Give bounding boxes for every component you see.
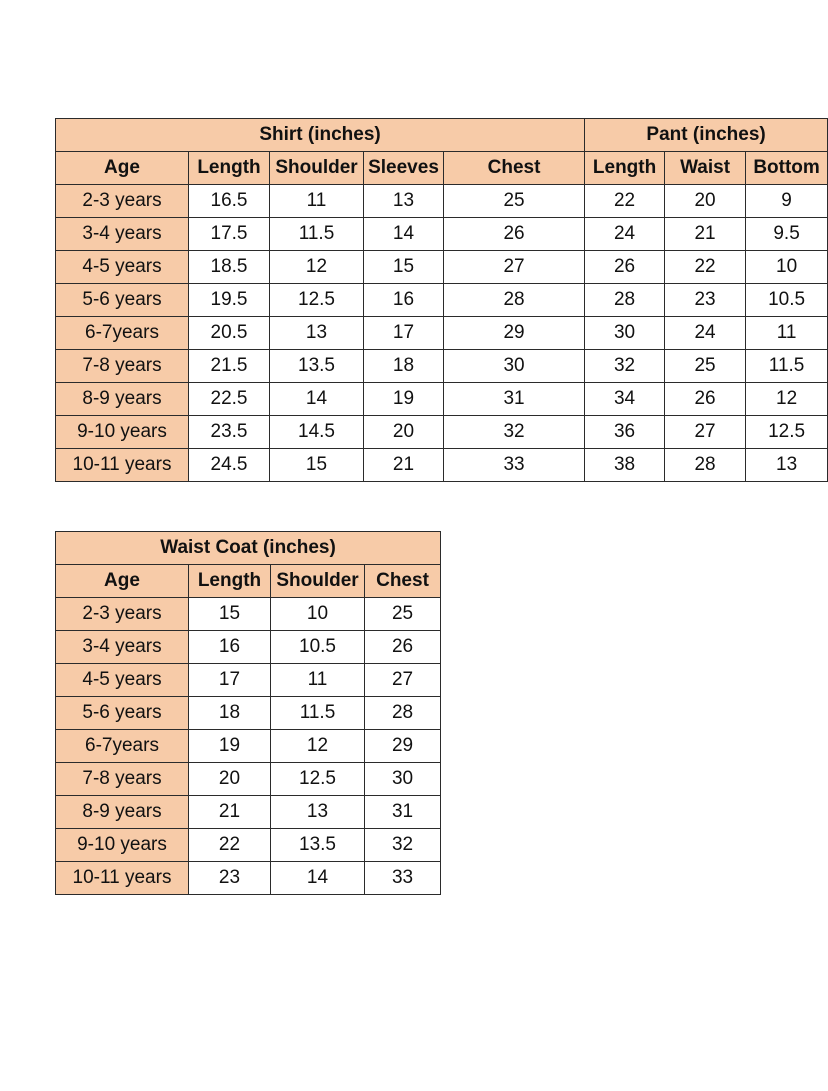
table-row <box>56 697 441 730</box>
age-cell: 5-6 years <box>56 284 189 317</box>
measurement-cell: 14 <box>364 218 444 251</box>
age-cell: 9-10 years <box>56 416 189 449</box>
measurement-cell: 28 <box>365 697 441 730</box>
measurement-cell: 28 <box>665 449 746 482</box>
measurement-cell: 11.5 <box>270 218 364 251</box>
measurement-cell: 16 <box>364 284 444 317</box>
shirt-pant-size-table <box>55 118 828 482</box>
measurement-cell: 30 <box>365 763 441 796</box>
age-cell: 8-9 years <box>56 796 189 829</box>
pant-group-title: Pant (inches) <box>585 119 828 152</box>
measurement-cell: 26 <box>444 218 585 251</box>
table-row <box>56 185 828 218</box>
measurement-cell: 21 <box>364 449 444 482</box>
measurement-cell: 13 <box>270 317 364 350</box>
coat-column-header-age: Age <box>56 565 189 598</box>
column-header-shirt-sleeves: Sleeves <box>364 152 444 185</box>
column-header-row <box>56 152 828 185</box>
age-cell: 10-11 years <box>56 449 189 482</box>
measurement-cell: 12.5 <box>746 416 828 449</box>
measurement-cell: 19 <box>364 383 444 416</box>
measurement-cell: 15 <box>189 598 271 631</box>
measurement-cell: 31 <box>365 796 441 829</box>
age-cell: 4-5 years <box>56 251 189 284</box>
measurement-cell: 32 <box>585 350 665 383</box>
measurement-cell: 14 <box>271 862 365 895</box>
table-row <box>56 763 441 796</box>
measurement-cell: 11 <box>270 185 364 218</box>
measurement-cell: 18.5 <box>189 251 270 284</box>
table-row <box>56 284 828 317</box>
age-cell: 6-7years <box>56 730 189 763</box>
measurement-cell: 10.5 <box>271 631 365 664</box>
waist-coat-table-body <box>56 598 441 895</box>
measurement-cell: 20.5 <box>189 317 270 350</box>
measurement-cell: 36 <box>585 416 665 449</box>
measurement-cell: 32 <box>365 829 441 862</box>
measurement-cell: 12 <box>271 730 365 763</box>
column-header-age: Age <box>56 152 189 185</box>
measurement-cell: 33 <box>365 862 441 895</box>
table-row <box>56 449 828 482</box>
group-header-row <box>56 119 828 152</box>
coat-column-header-chest: Chest <box>365 565 441 598</box>
table-row <box>56 383 828 416</box>
measurement-cell: 29 <box>365 730 441 763</box>
measurement-cell: 21 <box>189 796 271 829</box>
measurement-cell: 23 <box>189 862 271 895</box>
measurement-cell: 9 <box>746 185 828 218</box>
measurement-cell: 22 <box>585 185 665 218</box>
coat-column-header-row <box>56 565 441 598</box>
table-row <box>56 730 441 763</box>
measurement-cell: 24 <box>665 317 746 350</box>
measurement-cell: 15 <box>270 449 364 482</box>
measurement-cell: 25 <box>444 185 585 218</box>
waist-coat-title: Waist Coat (inches) <box>56 532 441 565</box>
age-cell: 10-11 years <box>56 862 189 895</box>
measurement-cell: 22 <box>189 829 271 862</box>
table-row <box>56 598 441 631</box>
age-cell: 2-3 years <box>56 185 189 218</box>
measurement-cell: 28 <box>444 284 585 317</box>
measurement-cell: 21 <box>665 218 746 251</box>
age-cell: 9-10 years <box>56 829 189 862</box>
column-header-pant-waist: Waist <box>665 152 746 185</box>
measurement-cell: 24 <box>585 218 665 251</box>
measurement-cell: 18 <box>189 697 271 730</box>
measurement-cell: 25 <box>665 350 746 383</box>
measurement-cell: 28 <box>585 284 665 317</box>
measurement-cell: 22 <box>665 251 746 284</box>
coat-column-header-shoulder: Shoulder <box>271 565 365 598</box>
measurement-cell: 38 <box>585 449 665 482</box>
measurement-cell: 20 <box>665 185 746 218</box>
age-cell: 7-8 years <box>56 763 189 796</box>
measurement-cell: 15 <box>364 251 444 284</box>
measurement-cell: 25 <box>365 598 441 631</box>
measurement-cell: 13.5 <box>271 829 365 862</box>
measurement-cell: 23 <box>665 284 746 317</box>
age-cell: 3-4 years <box>56 218 189 251</box>
measurement-cell: 20 <box>189 763 271 796</box>
measurement-cell: 29 <box>444 317 585 350</box>
measurement-cell: 27 <box>365 664 441 697</box>
measurement-cell: 24.5 <box>189 449 270 482</box>
measurement-cell: 11.5 <box>746 350 828 383</box>
measurement-cell: 17.5 <box>189 218 270 251</box>
measurement-cell: 19.5 <box>189 284 270 317</box>
measurement-cell: 34 <box>585 383 665 416</box>
measurement-cell: 14 <box>270 383 364 416</box>
measurement-cell: 11 <box>271 664 365 697</box>
measurement-cell: 30 <box>444 350 585 383</box>
measurement-cell: 13.5 <box>270 350 364 383</box>
table-row <box>56 218 828 251</box>
age-cell: 5-6 years <box>56 697 189 730</box>
measurement-cell: 26 <box>365 631 441 664</box>
measurement-cell: 10 <box>271 598 365 631</box>
measurement-cell: 33 <box>444 449 585 482</box>
age-cell: 7-8 years <box>56 350 189 383</box>
measurement-cell: 12.5 <box>271 763 365 796</box>
measurement-cell: 16.5 <box>189 185 270 218</box>
table-row <box>56 664 441 697</box>
age-cell: 2-3 years <box>56 598 189 631</box>
coat-column-header-length: Length <box>189 565 271 598</box>
measurement-cell: 9.5 <box>746 218 828 251</box>
measurement-cell: 11.5 <box>271 697 365 730</box>
measurement-cell: 27 <box>665 416 746 449</box>
column-header-shirt-shoulder: Shoulder <box>270 152 364 185</box>
measurement-cell: 26 <box>665 383 746 416</box>
measurement-cell: 13 <box>271 796 365 829</box>
measurement-cell: 12 <box>270 251 364 284</box>
shirt-pant-table-body <box>56 185 828 482</box>
measurement-cell: 18 <box>364 350 444 383</box>
column-header-pant-bottom: Bottom <box>746 152 828 185</box>
column-header-shirt-chest: Chest <box>444 152 585 185</box>
table-row <box>56 416 828 449</box>
measurement-cell: 17 <box>364 317 444 350</box>
measurement-cell: 17 <box>189 664 271 697</box>
measurement-cell: 27 <box>444 251 585 284</box>
measurement-cell: 13 <box>746 449 828 482</box>
measurement-cell: 12.5 <box>270 284 364 317</box>
table-row <box>56 251 828 284</box>
measurement-cell: 11 <box>746 317 828 350</box>
measurement-cell: 26 <box>585 251 665 284</box>
column-header-pant-length: Length <box>585 152 665 185</box>
measurement-cell: 10 <box>746 251 828 284</box>
age-cell: 4-5 years <box>56 664 189 697</box>
column-header-shirt-length: Length <box>189 152 270 185</box>
measurement-cell: 22.5 <box>189 383 270 416</box>
measurement-cell: 19 <box>189 730 271 763</box>
table-row <box>56 796 441 829</box>
age-cell: 8-9 years <box>56 383 189 416</box>
measurement-cell: 13 <box>364 185 444 218</box>
measurement-cell: 10.5 <box>746 284 828 317</box>
table-row <box>56 829 441 862</box>
coat-group-header-row <box>56 532 441 565</box>
age-cell: 3-4 years <box>56 631 189 664</box>
measurement-cell: 23.5 <box>189 416 270 449</box>
table-row <box>56 631 441 664</box>
measurement-cell: 21.5 <box>189 350 270 383</box>
table-row <box>56 317 828 350</box>
measurement-cell: 31 <box>444 383 585 416</box>
age-cell: 6-7years <box>56 317 189 350</box>
measurement-cell: 20 <box>364 416 444 449</box>
shirt-group-title: Shirt (inches) <box>56 119 585 152</box>
measurement-cell: 32 <box>444 416 585 449</box>
measurement-cell: 30 <box>585 317 665 350</box>
measurement-cell: 16 <box>189 631 271 664</box>
measurement-cell: 12 <box>746 383 828 416</box>
waist-coat-size-table <box>55 531 441 895</box>
measurement-cell: 14.5 <box>270 416 364 449</box>
table-row <box>56 350 828 383</box>
table-row <box>56 862 441 895</box>
